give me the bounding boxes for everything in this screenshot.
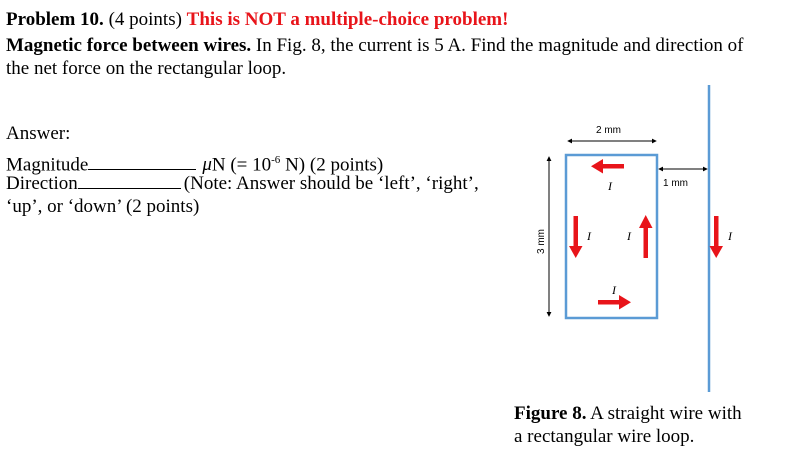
current-arrow-top-left: [591, 159, 624, 174]
direction-note-2: ‘up’, or ‘down’ (2 points): [6, 196, 200, 217]
current-label-wire: I: [728, 229, 732, 243]
magnitude-unit: N (= 10: [211, 154, 272, 176]
answer-label: Answer:: [6, 123, 71, 144]
dimension-gap-label: 1 mm: [663, 178, 688, 189]
magnitude-exponent: -6: [271, 154, 281, 166]
current-label-bottom: I: [612, 283, 616, 297]
current-arrow-right-up: [639, 215, 653, 258]
dimension-width-label: 2 mm: [596, 125, 621, 136]
problem-warning: This is NOT a multiple-choice problem!: [186, 9, 509, 30]
dimension-height-label: 3 mm: [536, 229, 547, 254]
figure-caption-1: A straight wire with: [586, 403, 742, 424]
mu-symbol: μ: [202, 154, 212, 176]
problem-statement-2: the net force on the rectangular loop.: [6, 58, 287, 79]
current-label-top: I: [608, 179, 612, 193]
problem-heading: Magnetic force between wires.: [6, 35, 252, 56]
figure-caption-line-1: [514, 403, 742, 425]
current-arrow-wire-down: [710, 216, 724, 258]
figure-caption-2: a rectangular wire loop.: [514, 426, 695, 447]
current-arrow-left-down: [569, 216, 583, 258]
problem-statement-1: In Fig. 8, the current is 5 A. Find the magnitude and direction of: [251, 35, 744, 56]
problem-points: (4 points): [103, 9, 187, 30]
current-label-left: I: [587, 229, 591, 243]
direction-label: Direction: [6, 173, 78, 194]
magnitude-label: Magnitude: [6, 154, 89, 176]
figure-caption-label: Figure 8.: [514, 403, 587, 424]
current-arrow-bottom-right: [598, 295, 631, 310]
magnitude-unit-tail: N) (2 points): [280, 154, 384, 176]
problem-number: Problem 10.: [6, 9, 104, 30]
direction-note-1: (Note: Answer should be ‘left’, ‘right’,: [183, 173, 479, 194]
current-label-right: I: [627, 229, 631, 243]
